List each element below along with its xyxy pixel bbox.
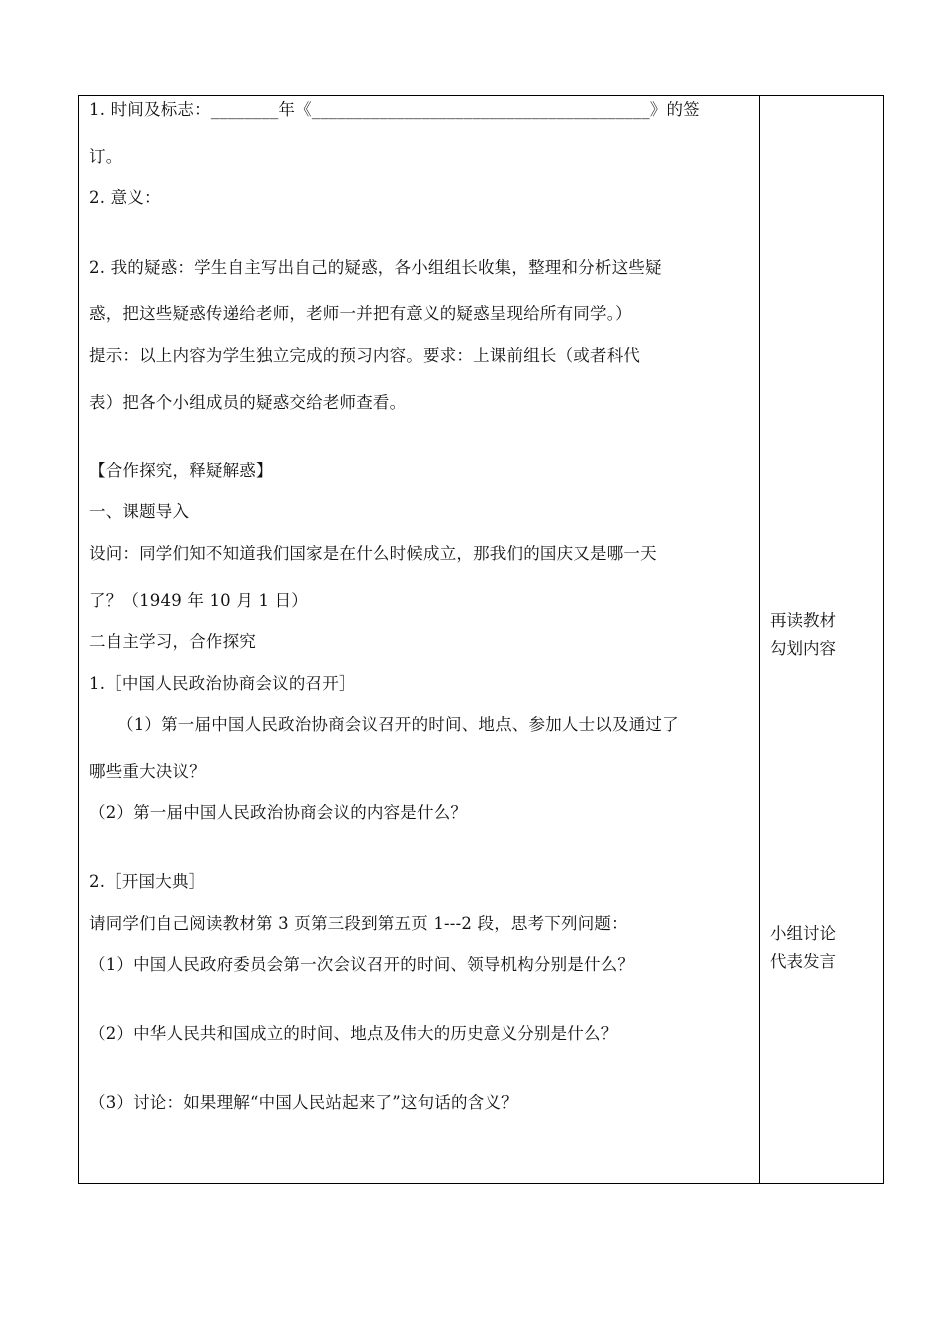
content-table — [78, 95, 884, 1184]
side-note-reread-1: 再读教材 — [770, 611, 836, 630]
line-intro-title: 一、课题导入 — [89, 502, 190, 521]
side-note-discuss-1: 小组讨论 — [770, 924, 836, 943]
line-signing: 订。 — [89, 147, 123, 166]
line-cppcc-q1a: （1）第一届中国人民政治协商会议召开的时间、地点、参加人士以及通过了 — [117, 715, 679, 734]
column-divider — [759, 96, 760, 1183]
line-hint-1: 提示：以上内容为学生独立完成的预习内容。要求：上课前组长（或者科代 — [89, 346, 641, 365]
side-note-reread-2: 勾划内容 — [770, 639, 836, 658]
section-heading: 【合作探究，释疑解惑】 — [89, 461, 273, 480]
line-reading-task: 请同学们自己阅读教材第 3 页第三段到第五页 1---2 段，思考下列问题： — [89, 914, 628, 933]
line-founding-title: 2.［开国大典］ — [89, 872, 206, 891]
line-study-title: 二自主学习，合作探究 — [89, 632, 256, 651]
line-founding-q1: （1）中国人民政府委员会第一次会议召开的时间、领导机构分别是什么？ — [89, 955, 635, 974]
line-meaning: 2. 意义： — [89, 188, 161, 207]
line-cppcc-title: 1.［中国人民政治协商会议的召开］ — [89, 674, 356, 693]
line-doubts-1: 2. 我的疑惑：学生自主写出自己的疑惑，各小组组长收集，整理和分析这些疑 — [89, 258, 662, 277]
line-founding-q2: （2）中华人民共和国成立的时间、地点及伟大的历史意义分别是什么？ — [89, 1024, 618, 1043]
line-founding-q3: （3）讨论：如果理解“中国人民站起来了”这句话的含义？ — [89, 1093, 518, 1112]
side-note-discuss-2: 代表发言 — [770, 952, 836, 971]
line-question-1: 设问：同学们知不知道我们国家是在什么时候成立，那我们的国庆又是哪一天 — [89, 544, 657, 563]
line-cppcc-q1b: 哪些重大决议？ — [89, 762, 206, 781]
line-cppcc-q2: （2）第一届中国人民政治协商会议的内容是什么？ — [89, 803, 468, 822]
line-hint-2: 表）把各个小组成员的疑惑交给老师查看。 — [89, 393, 407, 412]
line-time-sign: 1. 时间及标志：________年《________________________________________》的签 — [89, 100, 700, 119]
line-question-2: 了？（1949 年 10 月 1 日） — [89, 591, 309, 610]
line-doubts-2: 惑，把这些疑惑传递给老师，老师一并把有意义的疑惑呈现给所有同学。） — [89, 304, 632, 323]
